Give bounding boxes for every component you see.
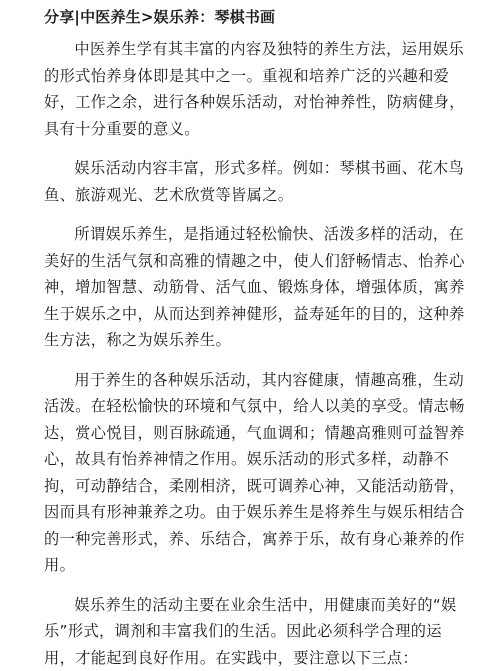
paragraph-benefits: 用于养生的各种娱乐活动，其内容健康，情趣高雅，生动活泼。在轻松愉快的环境和气氛中，给人以美的享受。情志畅达，赏心悦目，则百脉疏通，气血调和；情趣高雅则可益智养心，故具有怡养神情之作用。娱乐活动的形式多样，动静不拘，可动静结合，柔刚相济，既可调养心神，又能活动筋骨，因而具有形神兼养之功。由于娱乐养生是将养生与娱乐相结合的一种完善形式，养、乐结合，寓养于乐，故有身心兼养的作用。 bbox=[44, 367, 468, 579]
paragraph-intro: 中医养生学有其丰富的内容及独特的养生方法，运用娱乐的形式怡养身体即是其中之一。重视和培养广泛的兴趣和爱好，工作之余，进行各种娱乐活动，对怡神养性，防病健身，具有十分重要的意义。 bbox=[44, 36, 468, 142]
paragraph-definition: 所谓娱乐养生，是指通过轻松愉快、活泼多样的活动，在美好的生活气氛和高雅的情趣之中，使人们舒畅情志、怡养心神，增加智慧、动筋骨、活气血、锻炼身体，增强体质，寓养生于娱乐之中，从而达到养神健形，益寿延年的目的，这种养生方法，称之为娱乐养生。 bbox=[44, 221, 468, 354]
article-title: 分享|中医养生>娱乐养：琴棋书画 bbox=[44, 6, 468, 28]
paragraph-content-forms: 娱乐活动内容丰富，形式多样。例如：琴棋书画、花木鸟鱼、旅游观光、艺术欣赏等皆属之。 bbox=[44, 155, 468, 208]
paragraph-practice: 娱乐养生的活动主要在业余生活中，用健康而美好的“娱乐”形式，调剂和丰富我们的生活。因此必须科学合理的运用，才能起到良好作用。在实践中，要注意以下三点： bbox=[44, 592, 468, 671]
